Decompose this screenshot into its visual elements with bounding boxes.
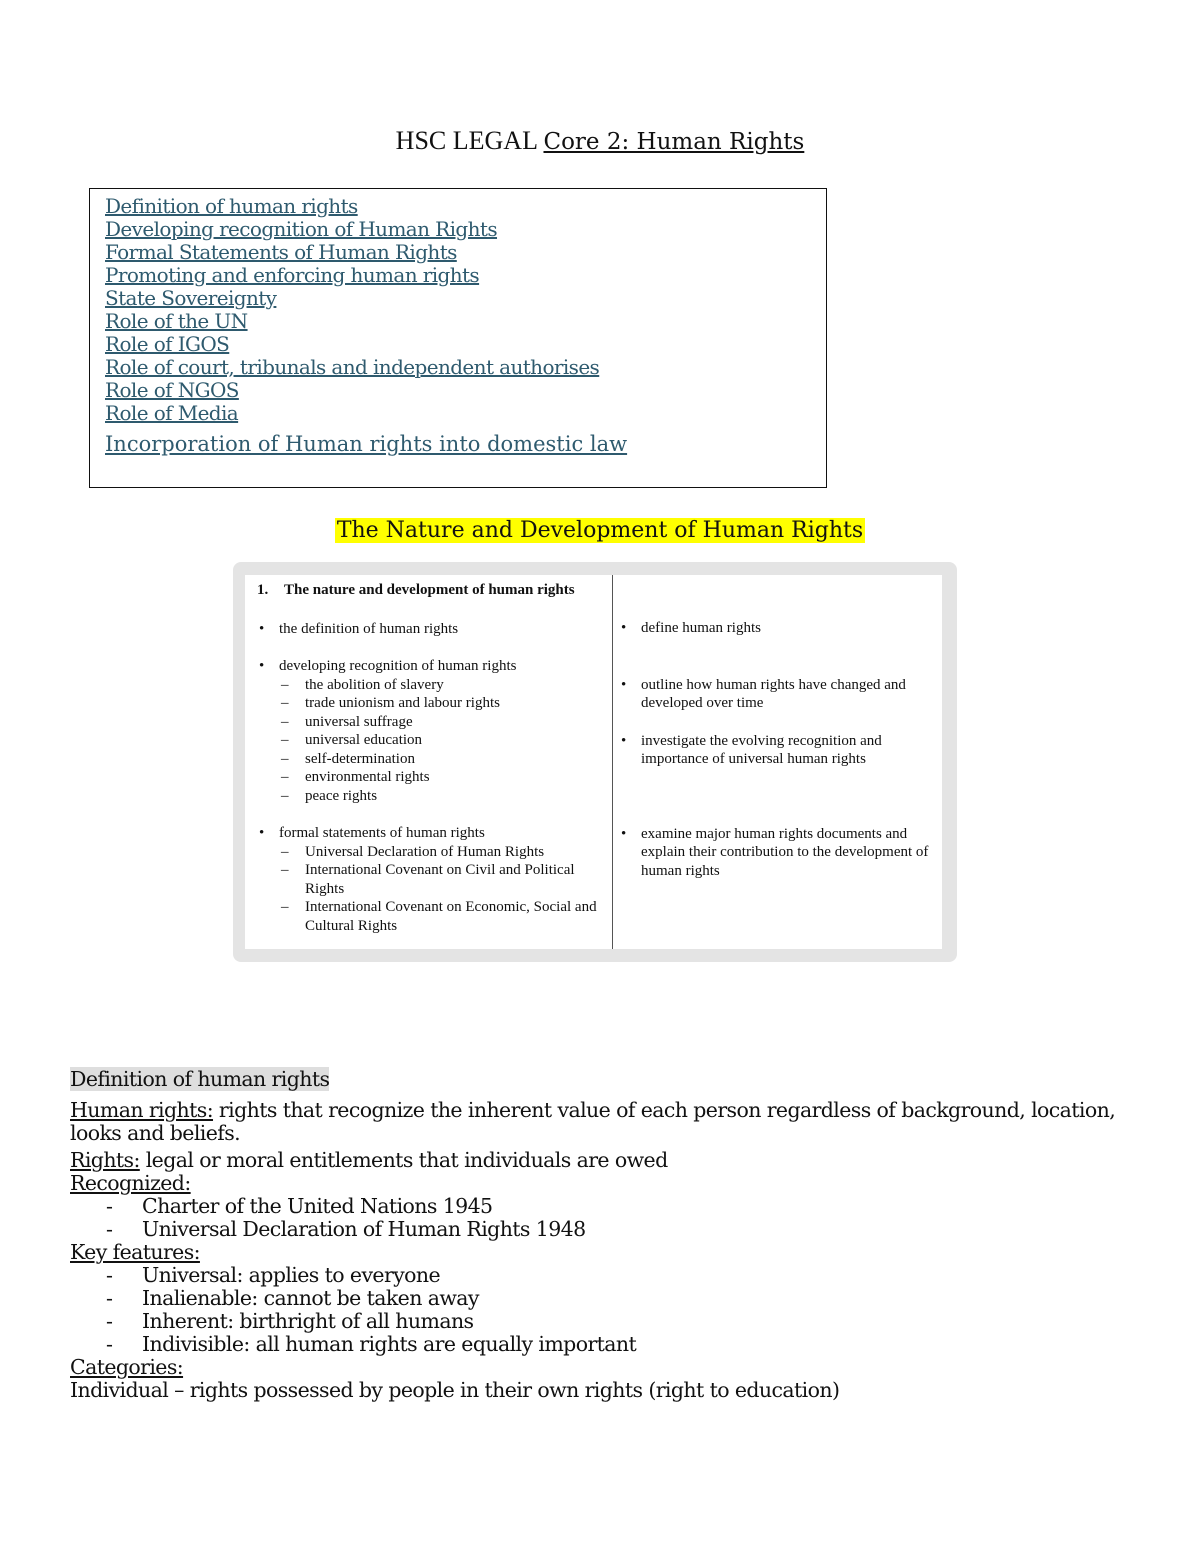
syllabus-title-text: The nature and development of human rights xyxy=(284,582,575,598)
list-item: - Universal Declaration of Human Rights 1948 xyxy=(70,1218,1160,1241)
table-of-contents xyxy=(89,188,827,488)
section-heading xyxy=(0,516,1200,546)
toc-link-incorporation[interactable]: Incorporation of Human rights into domestic law xyxy=(105,432,628,456)
list-item: - Inherent: birthright of all humans xyxy=(70,1310,1160,1333)
syllabus-outcomes-column xyxy=(613,575,942,949)
toc-link-role-un[interactable]: Role of the UN xyxy=(105,309,248,333)
syllabus-number: 1. xyxy=(257,582,269,598)
syllabus-outcome: • examine major human rights documents and explain their contribution to the development of human rights xyxy=(619,825,938,881)
categories-label: Categories: xyxy=(70,1355,184,1379)
list-item: - Indivisible: all human rights are equally important xyxy=(70,1333,1160,1356)
syllabus-point: • the definition of human rights xyxy=(257,620,612,639)
syllabus-subpoint: – Universal Declaration of Human Rights xyxy=(257,843,612,862)
toc-link-formal-statements[interactable]: Formal Statements of Human Rights xyxy=(105,240,457,264)
syllabus-subpoint: – the abolition of slavery xyxy=(257,676,612,695)
syllabus-outcome: • investigate the evolving recognition and importance of universal human rights xyxy=(619,732,938,769)
toc-link-definition[interactable]: Definition of human rights xyxy=(105,194,358,218)
syllabus-outcome: • define human rights xyxy=(619,619,938,638)
definition-rights-text: legal or moral entitlements that individuals are owed xyxy=(139,1148,668,1172)
notes-heading: Definition of human rights xyxy=(70,1067,330,1091)
syllabus-image-frame xyxy=(233,562,957,962)
syllabus-point: • developing recognition of human rights xyxy=(257,657,612,676)
toc-link-role-media[interactable]: Role of Media xyxy=(105,401,239,425)
category-individual: Individual – rights possessed by people in their own rights (right to education) xyxy=(70,1378,840,1402)
syllabus-subpoint: – universal suffrage xyxy=(257,713,612,732)
toc-link-promoting-enforcing[interactable]: Promoting and enforcing human rights xyxy=(105,263,480,287)
document-title-main: HSC LEGAL xyxy=(395,126,537,155)
syllabus-point: • formal statements of human rights xyxy=(257,824,612,843)
list-item: - Inalienable: cannot be taken away xyxy=(70,1287,1160,1310)
recognized-label: Recognized: xyxy=(70,1171,191,1195)
term-rights: Rights: xyxy=(70,1148,140,1172)
syllabus-subpoint: – trade unionism and labour rights xyxy=(257,694,612,713)
toc-link-role-ngos[interactable]: Role of NGOS xyxy=(105,378,239,402)
syllabus-subpoint: – International Covenant on Civil and Political Rights xyxy=(257,861,612,898)
definition-human-rights xyxy=(70,1099,1160,1145)
toc-link-role-courts[interactable]: Role of court, tribunals and independent authorises xyxy=(105,355,600,379)
syllabus-subpoint: – self-determination xyxy=(257,750,612,769)
section-heading-text: The Nature and Development of Human Rights xyxy=(336,518,864,543)
syllabus-outcome: • outline how human rights have changed and developed over time xyxy=(619,676,938,713)
key-features-label: Key features: xyxy=(70,1240,200,1264)
syllabus-subpoint: – peace rights xyxy=(257,787,612,806)
syllabus-table xyxy=(245,575,942,949)
syllabus-subpoint: – environmental rights xyxy=(257,768,612,787)
syllabus-subpoint: – universal education xyxy=(257,731,612,750)
document-title-sub: Core 2: Human Rights xyxy=(543,129,805,155)
term-human-rights: Human rights: xyxy=(70,1098,214,1122)
syllabus-title xyxy=(257,581,612,600)
definition-rights xyxy=(70,1149,1160,1172)
toc-link-role-igos[interactable]: Role of IGOS xyxy=(105,332,230,356)
notes-section xyxy=(70,1068,1160,1402)
document-title xyxy=(0,124,1200,159)
toc-link-developing-recognition[interactable]: Developing recognition of Human Rights xyxy=(105,217,498,241)
list-item: - Charter of the United Nations 1945 xyxy=(70,1195,1160,1218)
syllabus-subpoint: – International Covenant on Economic, Social and Cultural Rights xyxy=(257,898,612,935)
toc-link-state-sovereignty[interactable]: State Sovereignty xyxy=(105,286,277,310)
list-item: - Universal: applies to everyone xyxy=(70,1264,1160,1287)
syllabus-content-column xyxy=(245,575,613,949)
definition-human-rights-text: rights that recognize the inherent value of each person regardless of background, location, looks and beliefs. xyxy=(70,1098,1116,1145)
